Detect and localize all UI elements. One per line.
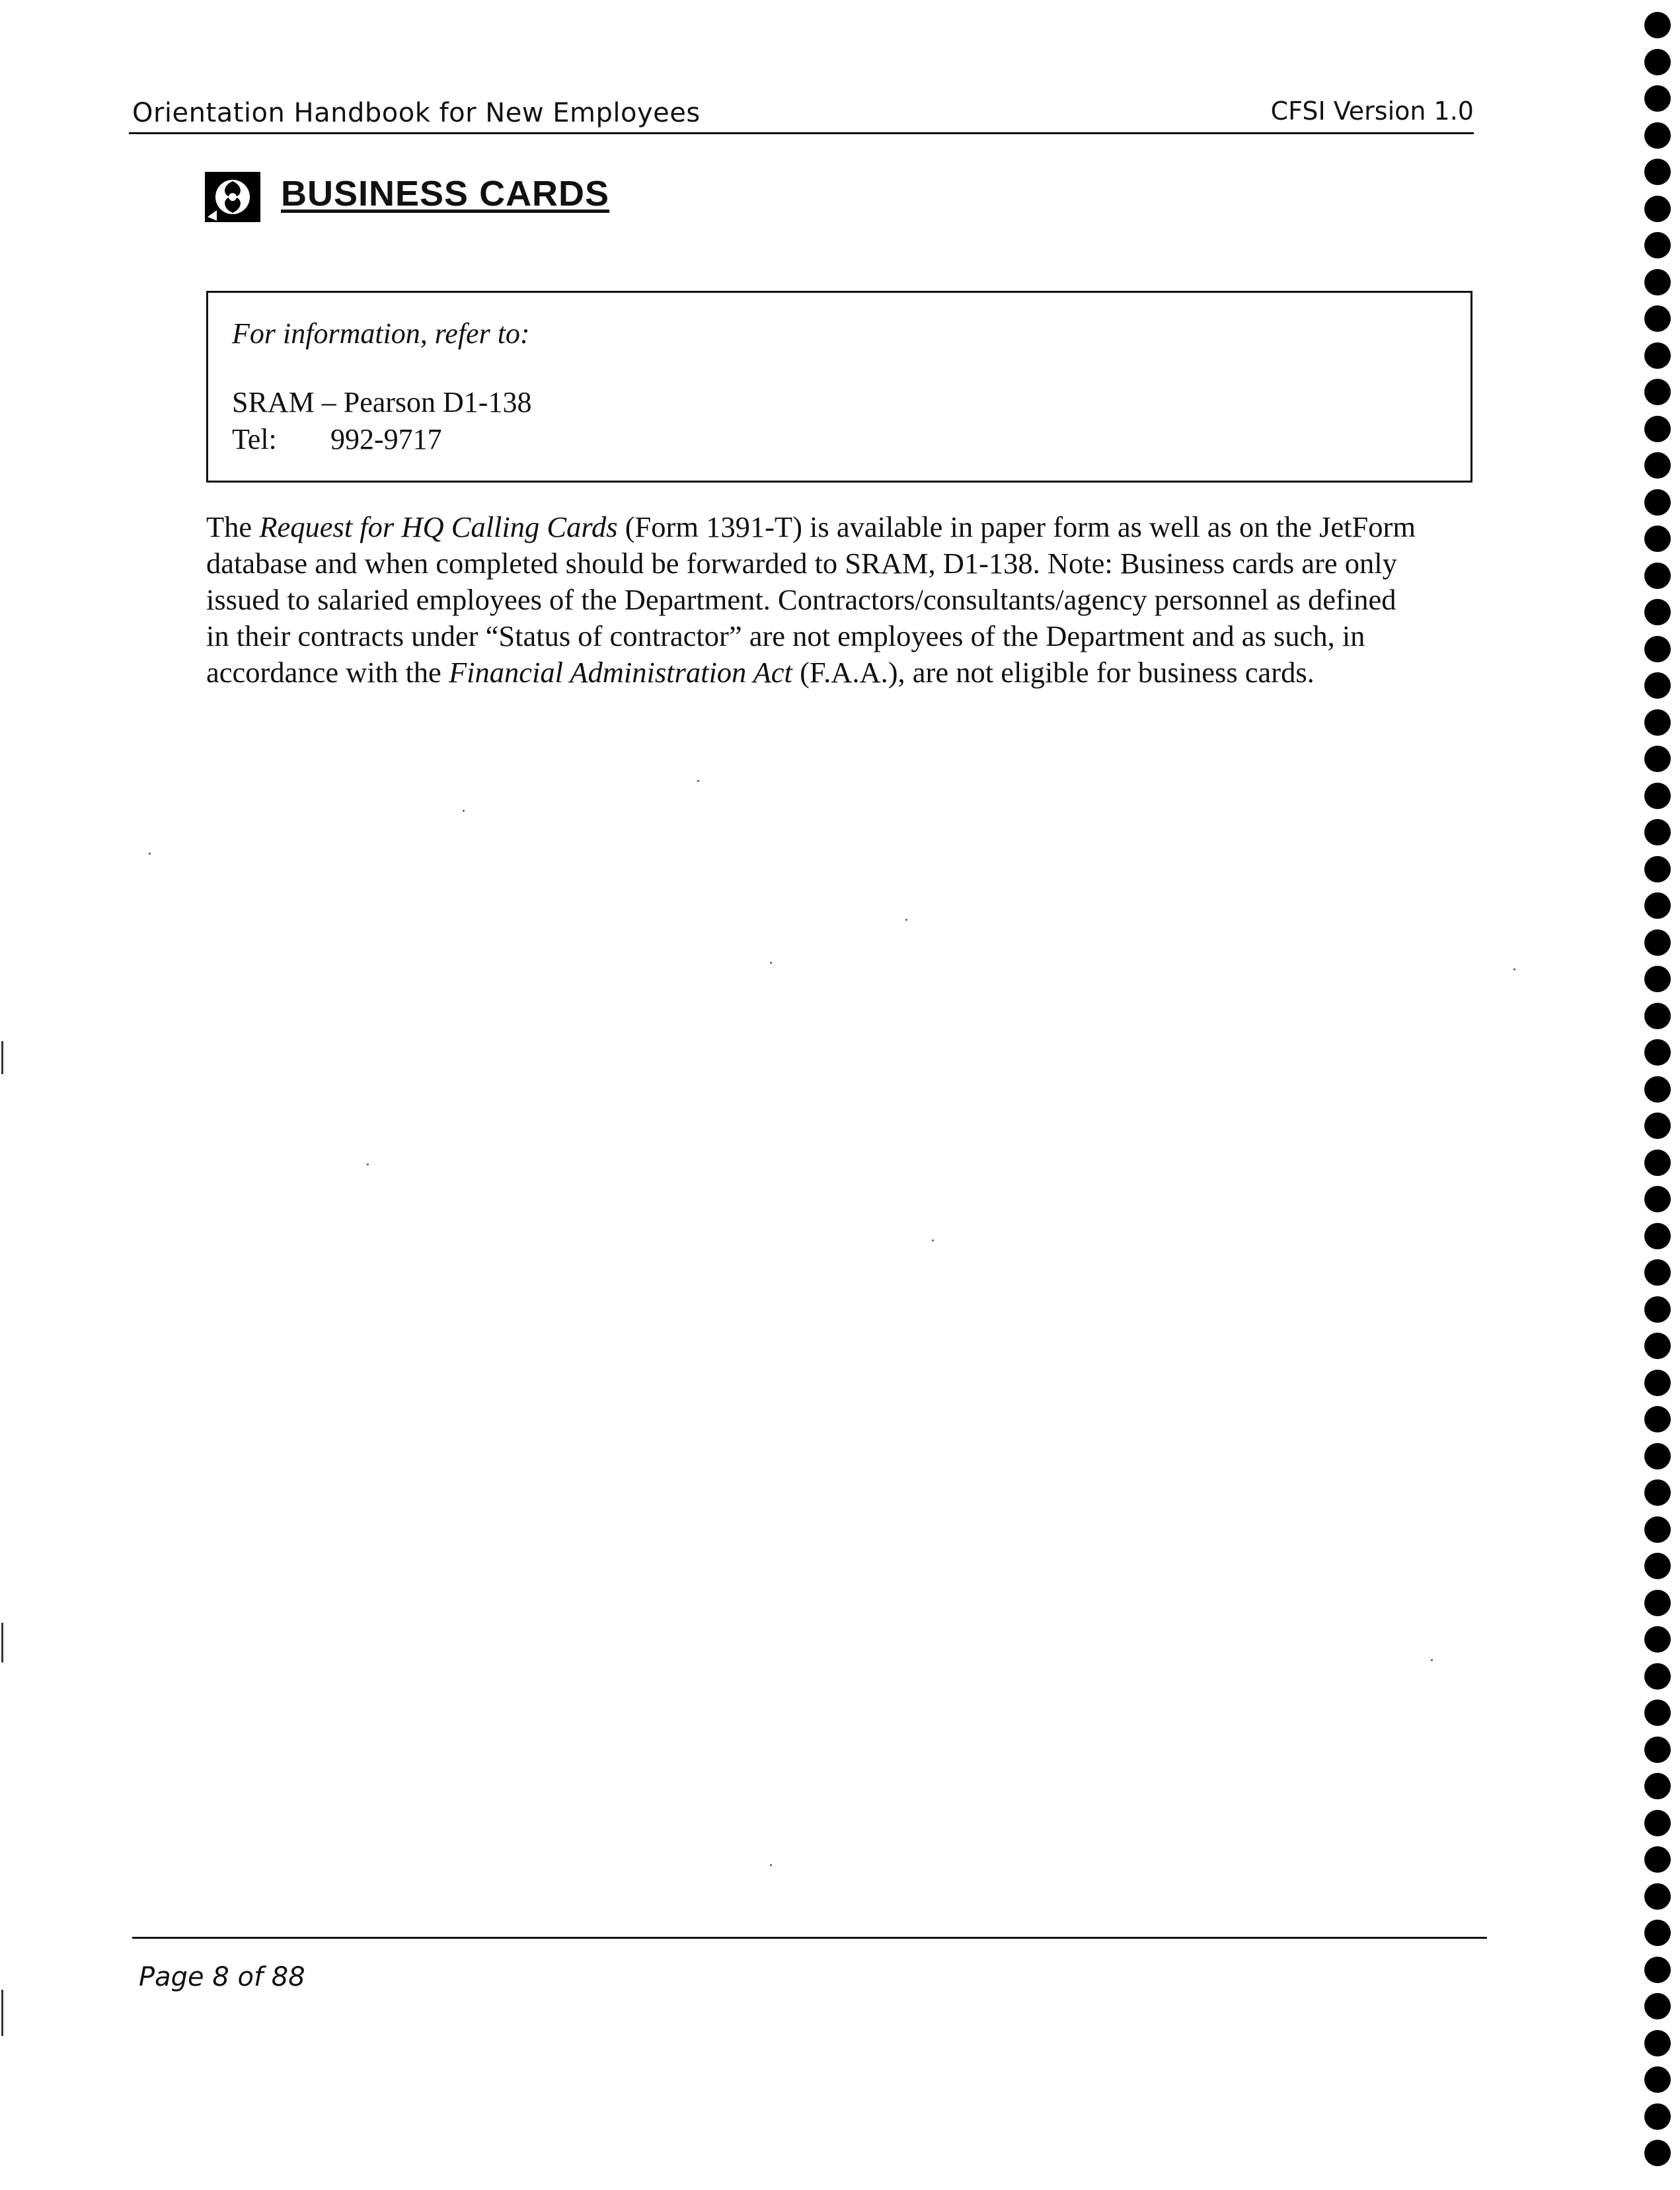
binding-hole xyxy=(1644,1993,1671,2019)
scan-speck xyxy=(770,962,772,964)
binding-hole xyxy=(1644,122,1671,149)
scan-speck xyxy=(697,780,699,782)
binding-hole xyxy=(1644,196,1671,222)
scan-speck xyxy=(770,1864,772,1866)
scan-speck xyxy=(1431,1659,1433,1661)
body-text: (F.A.A.), are not eligible for business cards. xyxy=(792,656,1315,689)
binding-hole xyxy=(1644,856,1671,882)
header-title: Orientation Handbook for New Employees xyxy=(132,98,701,128)
body-line xyxy=(206,654,1482,691)
body-italic-text: Request for HQ Calling Cards xyxy=(259,510,618,543)
info-tel-label: Tel: xyxy=(232,423,277,455)
binding-hole xyxy=(1644,12,1671,38)
binding-hole xyxy=(1644,819,1671,845)
binding-hole xyxy=(1644,232,1671,258)
binding-hole xyxy=(1644,1773,1671,1799)
binding-hole xyxy=(1644,1626,1671,1653)
body-text: The xyxy=(206,510,260,543)
binding-hole xyxy=(1644,783,1671,809)
body-text: (Form 1391-T) is available in paper form as well as on the JetForm xyxy=(617,510,1416,543)
body-text: in their contracts under “Status of contractor” are not employees of the Department and as such, in xyxy=(206,619,1365,652)
binding-hole xyxy=(1644,416,1671,442)
binding-hole xyxy=(1644,1370,1671,1396)
binding-hole xyxy=(1644,1039,1671,1066)
binding-hole xyxy=(1644,1920,1671,1946)
body-line xyxy=(206,545,1482,582)
binding-hole xyxy=(1644,1700,1671,1726)
binding-hole xyxy=(1644,966,1671,992)
binding-hole xyxy=(1644,636,1671,662)
page-number: Page 8 of 88 xyxy=(139,1962,305,1992)
binding-hole xyxy=(1644,1076,1671,1103)
info-contact-name: SRAM – Pearson D1-138 xyxy=(232,386,532,418)
binding-hole xyxy=(1644,489,1671,516)
binding-hole xyxy=(1644,1553,1671,1579)
scan-speck xyxy=(463,810,465,812)
footer-divider xyxy=(132,1937,1487,1939)
binding-hole xyxy=(1644,1186,1671,1212)
binding-hole xyxy=(1644,1663,1671,1690)
binding-hole xyxy=(1644,2103,1671,2130)
binding-hole xyxy=(1644,1443,1671,1469)
binding-hole xyxy=(1644,1333,1671,1359)
scan-speck xyxy=(367,1163,369,1165)
scan-speck xyxy=(149,853,151,855)
binding-hole xyxy=(1644,1113,1671,1139)
binding-hole xyxy=(1644,269,1671,295)
binding-hole xyxy=(1644,1223,1671,1249)
binding-hole xyxy=(1644,1003,1671,1029)
header-version: CFSI Version 1.0 xyxy=(1270,97,1474,126)
body-text: accordance with the xyxy=(206,656,449,689)
binding-hole xyxy=(1644,1296,1671,1323)
body-line xyxy=(206,509,1482,545)
binding-hole xyxy=(1644,2030,1671,2056)
binding-hole xyxy=(1644,526,1671,552)
binding-hole xyxy=(1644,379,1671,405)
binding-hole xyxy=(1644,672,1671,699)
info-tel-value: 992-9717 xyxy=(330,423,442,455)
scan-speck xyxy=(932,1239,934,1241)
binding-hole xyxy=(1644,1406,1671,1432)
scan-edge-mark xyxy=(1,1623,3,1662)
binding-hole xyxy=(1644,452,1671,479)
info-box xyxy=(206,291,1472,483)
header-divider xyxy=(129,132,1474,134)
body-italic-text: Financial Administration Act xyxy=(448,656,792,689)
binding-hole xyxy=(1644,599,1671,625)
binding-hole xyxy=(1644,709,1671,736)
section-title: BUSINESS CARDS xyxy=(281,174,610,214)
binding-hole xyxy=(1644,305,1671,332)
section-symbol-icon xyxy=(204,171,262,223)
binding-hole xyxy=(1644,1259,1671,1286)
binding-hole xyxy=(1644,85,1671,112)
binding-hole xyxy=(1644,2140,1671,2166)
binding-hole xyxy=(1644,1150,1671,1176)
binding-hole xyxy=(1644,1479,1671,1506)
binding-hole xyxy=(1644,49,1671,75)
binding-hole xyxy=(1644,1846,1671,1873)
binding-hole xyxy=(1644,342,1671,369)
binding-hole xyxy=(1644,929,1671,956)
scan-edge-mark xyxy=(1,1041,3,1074)
binding-hole xyxy=(1644,1883,1671,1910)
binding-hole xyxy=(1644,892,1671,919)
body-line xyxy=(206,582,1482,618)
body-paragraph xyxy=(206,509,1482,691)
info-intro: For information, refer to: xyxy=(232,317,530,350)
body-line xyxy=(206,618,1482,654)
scan-speck xyxy=(1513,968,1515,970)
binding-hole xyxy=(1644,1957,1671,1983)
binding-hole xyxy=(1644,1810,1671,1836)
body-text: database and when completed should be forwarded to SRAM, D1-138. Note: Business cards are only xyxy=(206,547,1397,580)
binding-hole xyxy=(1644,1737,1671,1763)
body-text: issued to salaried employees of the Department. Contractors/consultants/agency personnel as defined xyxy=(206,583,1396,616)
binding-hole xyxy=(1644,746,1671,772)
binding-hole xyxy=(1644,159,1671,185)
binding-hole xyxy=(1644,563,1671,589)
binding-hole xyxy=(1644,1590,1671,1616)
scan-speck xyxy=(905,919,907,921)
binding-hole xyxy=(1644,2066,1671,2093)
scan-edge-mark xyxy=(1,1990,3,2036)
binding-holes xyxy=(1638,0,1680,2190)
binding-hole xyxy=(1644,1516,1671,1543)
